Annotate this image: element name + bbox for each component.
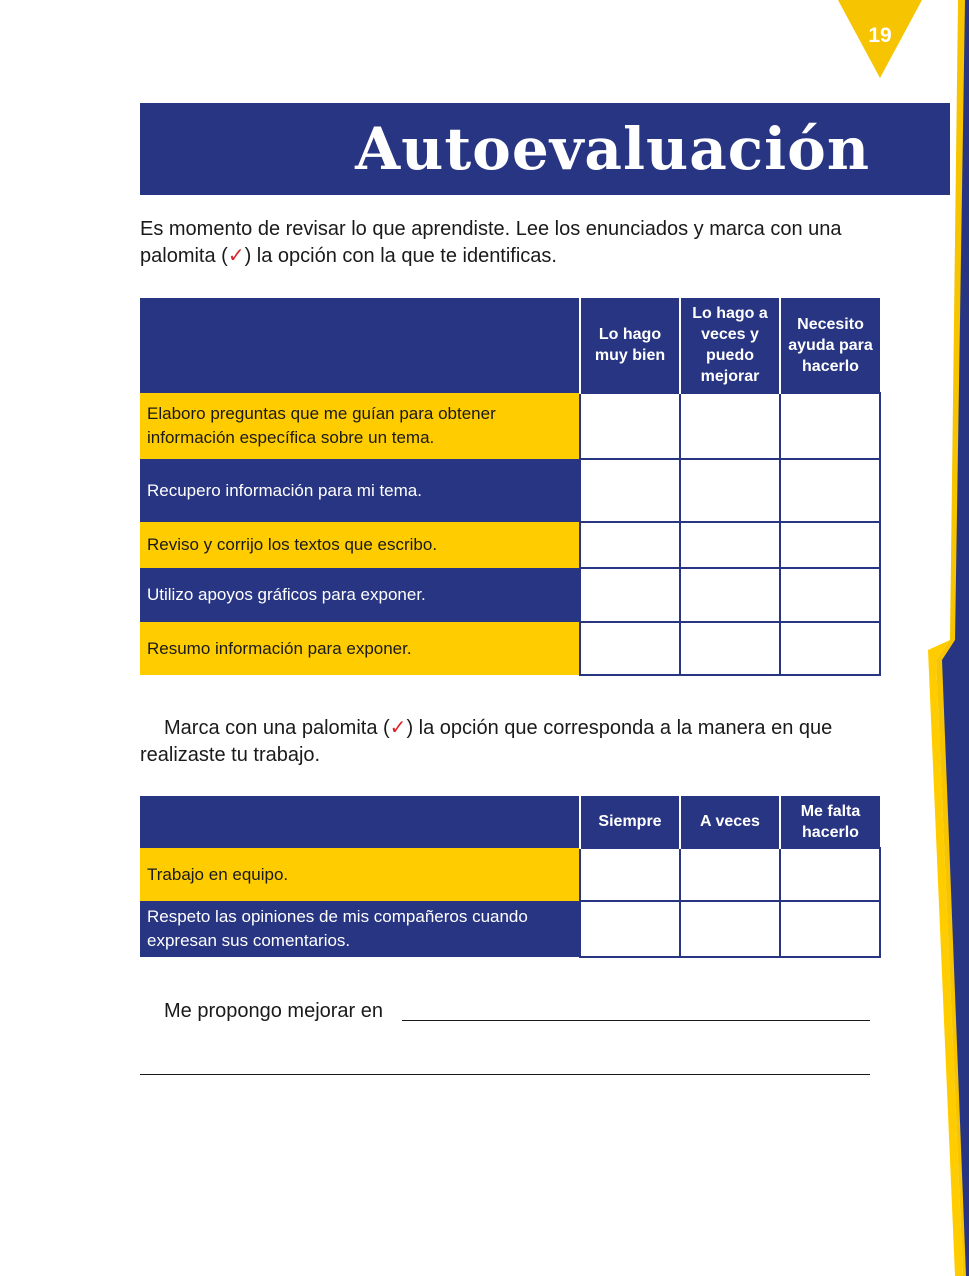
row-label: Recupero información para mi tema.: [140, 459, 580, 522]
check-cell[interactable]: [780, 393, 880, 459]
column-header: Siempre: [580, 796, 680, 848]
check-cell[interactable]: [780, 459, 880, 522]
check-cell[interactable]: [580, 459, 680, 522]
check-cell[interactable]: [580, 622, 680, 675]
check-cell[interactable]: [780, 848, 880, 901]
table-row: [140, 901, 880, 957]
check-cell[interactable]: [780, 568, 880, 622]
intro-text-after: ) la opción con la que te identificas.: [244, 245, 557, 267]
check-cell[interactable]: [680, 459, 780, 522]
intro-text-before: Es momento de revisar lo que aprendiste. Lee los enunciados y marca con una palomita (: [140, 218, 842, 267]
instruction-text-after: ) la opción que corresponda a la manera en que realizaste tu trabajo.: [140, 717, 833, 766]
self-evaluation-table: [140, 298, 881, 676]
column-header: Me falta hacerlo: [780, 796, 880, 848]
goal-prompt: Me propongo mejorar en: [164, 1000, 384, 1022]
check-cell[interactable]: [680, 522, 780, 568]
check-cell[interactable]: [680, 901, 780, 957]
column-header: Necesito ayuda para hacerlo: [780, 298, 880, 393]
table-row: [140, 848, 880, 901]
row-label: Elaboro preguntas que me guían para obtener información específica sobre un tema.: [140, 393, 580, 459]
check-cell[interactable]: [680, 393, 780, 459]
check-cell[interactable]: [780, 622, 880, 675]
row-label: Reviso y corrijo los textos que escribo.: [140, 522, 580, 568]
page-title: Autoevaluación: [355, 115, 870, 183]
check-cell[interactable]: [680, 622, 780, 675]
row-label: Utilizo apoyos gráficos para exponer.: [140, 568, 580, 622]
table-row: [140, 622, 880, 675]
table-row: [140, 522, 880, 568]
column-header: Lo hago a veces y puedo mejorar: [680, 298, 780, 393]
goal-answer-line[interactable]: [402, 1020, 870, 1021]
check-cell[interactable]: [780, 901, 880, 957]
checkmark-icon: ✓: [389, 717, 407, 739]
page-number: 19: [868, 24, 892, 47]
check-cell[interactable]: [680, 848, 780, 901]
table-row: [140, 459, 880, 522]
check-cell[interactable]: [780, 522, 880, 568]
checkmark-icon: ✓: [227, 245, 245, 267]
check-cell[interactable]: [580, 901, 680, 957]
title-bar: [140, 103, 950, 195]
check-cell[interactable]: [580, 568, 680, 622]
check-cell[interactable]: [680, 568, 780, 622]
row-label: Respeto las opiniones de mis compañeros cuando expresan sus comentarios.: [140, 901, 580, 957]
column-header: A veces: [680, 796, 780, 848]
check-cell[interactable]: [580, 393, 680, 459]
table-row: [140, 393, 880, 459]
table-row: [140, 568, 880, 622]
goal-answer-line-2[interactable]: [140, 1074, 870, 1075]
row-label: Trabajo en equipo.: [140, 848, 580, 901]
check-cell[interactable]: [580, 848, 680, 901]
intro-paragraph: [140, 216, 880, 270]
teamwork-table: [140, 796, 881, 958]
table-header-blank: [140, 298, 580, 393]
instruction-text-before: Marca con una palomita (: [164, 717, 390, 739]
table-header-blank: [140, 796, 580, 848]
work-instruction: [140, 715, 880, 769]
row-label: Resumo información para exponer.: [140, 622, 580, 675]
column-header: Lo hago muy bien: [580, 298, 680, 393]
check-cell[interactable]: [580, 522, 680, 568]
